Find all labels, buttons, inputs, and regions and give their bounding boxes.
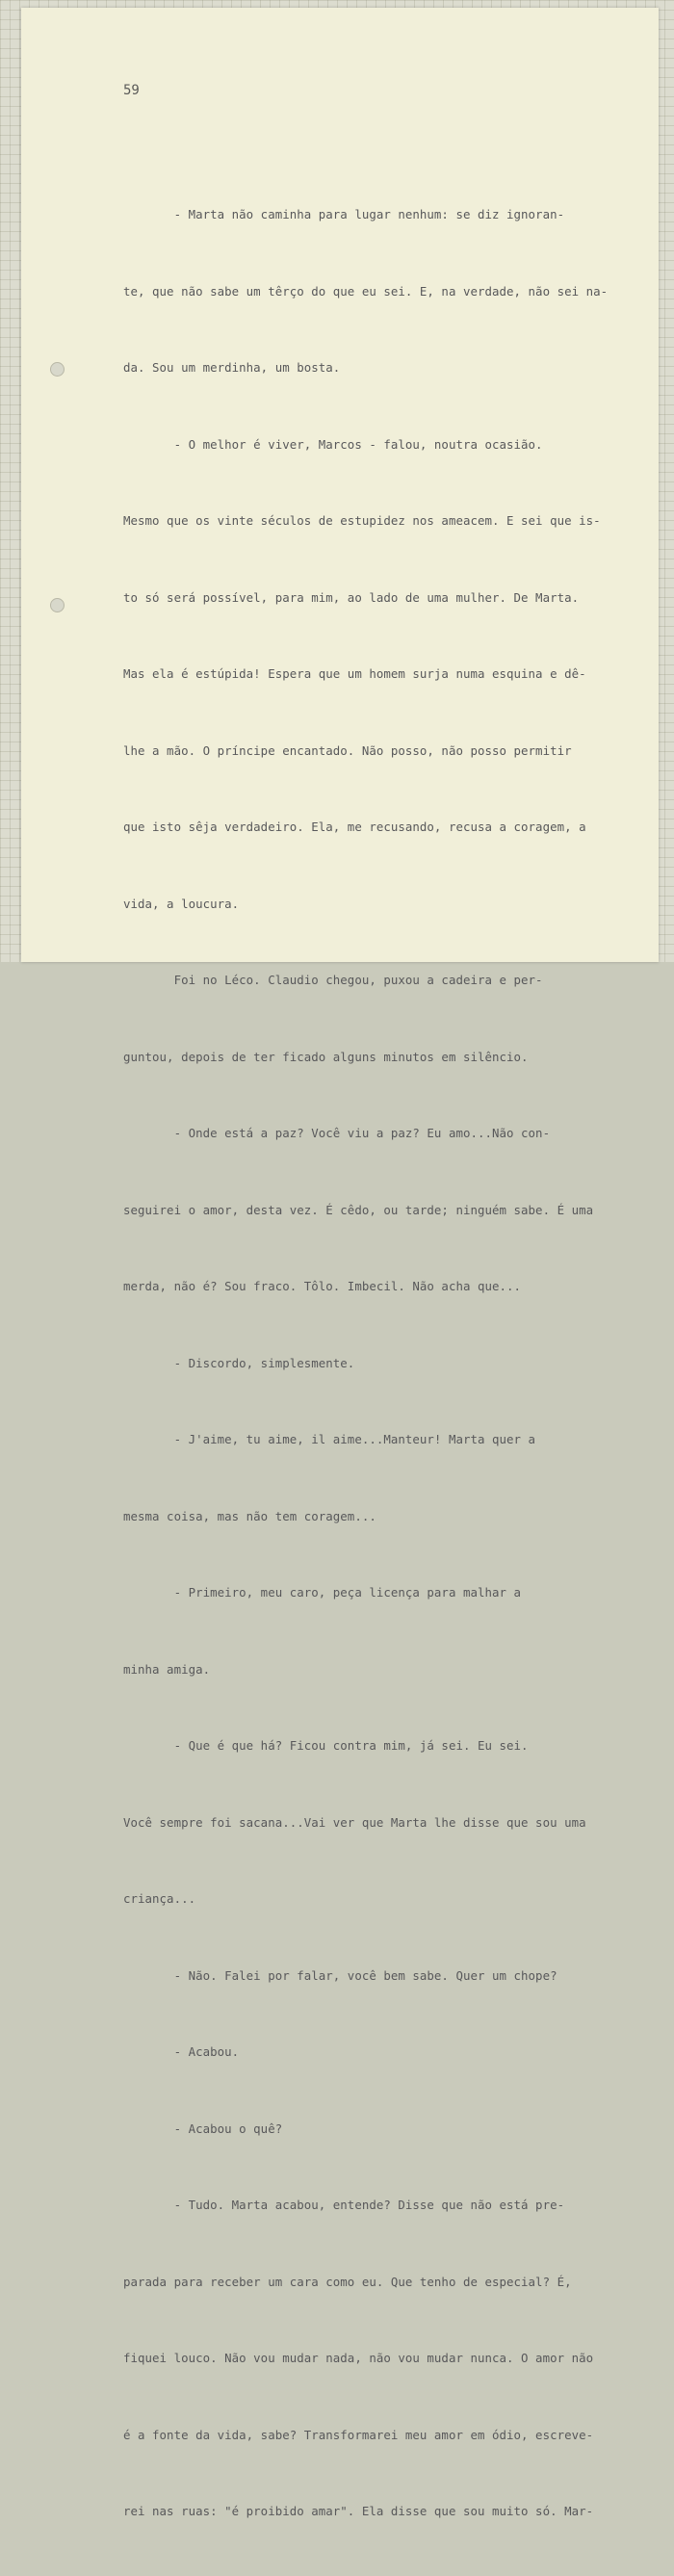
body-text [123, 151, 662, 2576]
text-line: - Tudo. Marta acabou, entende? Disse que não está pre- [123, 2198, 565, 2212]
text-line: rei nas ruas: "é proibido amar". Ela disse que sou muito só. Mar- [123, 2504, 594, 2518]
text-line: mesma coisa, mas não tem coragem... [123, 1508, 376, 1523]
text-line: - Marta não caminha para lugar nenhum: se diz ignoran- [123, 207, 565, 221]
text-line: to só será possível, para mim, ao lado de uma mulher. De Marta. [123, 589, 580, 605]
punch-hole-bottom [50, 598, 65, 612]
text-line: minha amiga. [123, 1661, 211, 1677]
text-line: - Primeiro, meu caro, peça licença para malhar a [123, 1585, 522, 1600]
text-line: Você sempre foi sacana...Vai ver que Marta lhe disse que sou uma [123, 1814, 586, 1830]
typewritten-page [21, 8, 659, 2518]
text-line: te, que não sabe um têrço do que eu sei. E, na verdade, não sei na- [123, 283, 609, 299]
text-line: da. Sou um merdinha, um bosta. [123, 360, 341, 375]
text-line: vida, a loucura. [123, 896, 240, 911]
text-line: que isto sêja verdadeiro. Ela, me recusando, recusa a coragem, a [123, 820, 586, 834]
punch-hole-top [50, 362, 65, 377]
text-line: - O melhor é viver, Marcos - falou, noutra ocasião. [123, 436, 543, 452]
text-line: - Discordo, simplesmente. [123, 1355, 355, 1370]
page-number: 59 [123, 83, 140, 98]
text-line: guntou, depois de ter ficado alguns minutos em silêncio. [123, 1049, 529, 1064]
text-line: - Acabou. [123, 2044, 240, 2059]
text-line: - J'aime, tu aime, il aime...Manteur! Marta quer a [123, 1432, 536, 1446]
text-line: - Acabou o quê? [123, 2121, 283, 2136]
text-line: Foi no Léco. Claudio chegou, puxou a cadeira e per- [123, 973, 543, 987]
text-line: seguirei o amor, desta vez. É cêdo, ou tarde; ninguém sabe. É uma [123, 1202, 594, 1217]
text-line: - Que é que há? Ficou contra mim, já sei. Eu sei. [123, 1738, 529, 1753]
text-line: é a fonte da vida, sabe? Transformarei meu amor em ódio, escreve- [123, 2427, 594, 2442]
text-line: parada para receber um cara como eu. Que tenho de especial? É, [123, 2274, 572, 2289]
text-line: fiquei louco. Não vou mudar nada, não vou mudar nunca. O amor não [123, 2351, 594, 2365]
text-line: Mesmo que os vinte séculos de estupidez nos ameacem. E sei que is- [123, 513, 601, 528]
text-line: lhe a mão. O príncipe encantado. Não posso, não posso permitir [123, 742, 572, 758]
text-line: - Onde está a paz? Você viu a paz? Eu amo...Não con- [123, 1126, 551, 1140]
text-line: Mas ela é estúpida! Espera que um homem surja numa esquina e dê- [123, 666, 586, 681]
text-line: criança... [123, 1891, 196, 1906]
text-line: - Não. Falei por falar, você bem sabe. Quer um chope? [123, 1967, 557, 1983]
text-line: merda, não é? Sou fraco. Tôlo. Imbecil. Não acha que... [123, 1279, 522, 1293]
